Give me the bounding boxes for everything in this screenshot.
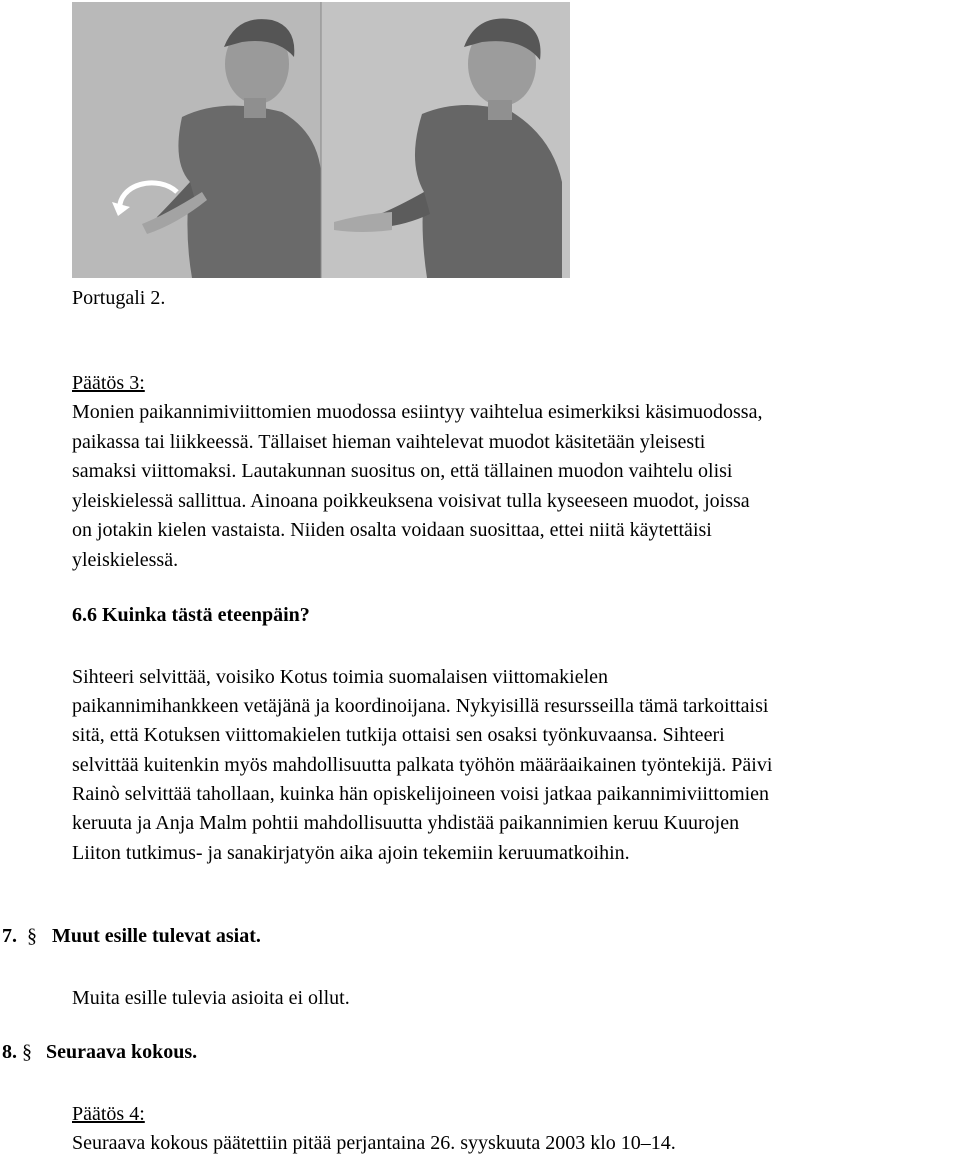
text-line: sitä, että Kotuksen viittomakielen tutkija ottaisi sen osaksi työnkuvaansa. Sihteeri xyxy=(72,724,725,746)
sign-demonstration-photo xyxy=(72,2,570,278)
section-mark: § xyxy=(22,1041,32,1063)
item-8-number: 8. xyxy=(2,1041,17,1063)
photo-caption: Portugali 2. xyxy=(72,287,166,309)
item-8-title: Seuraava kokous. xyxy=(46,1041,198,1063)
text-line: yleiskielessä. xyxy=(72,549,179,571)
text-line: yleiskielessä sallittua. Ainoana poikkeuksena voisivat tulla kyseeseen muodot, joissa xyxy=(72,490,750,512)
text-line: selvittää kuitenkin myös mahdollisuutta palkata työhön määräaikainen työntekijä. Päivi xyxy=(72,754,773,776)
section-mark: § xyxy=(27,925,37,947)
text-line: samaksi viittomaksi. Lautakunnan suositus on, että tällainen muodon vaihtelu olisi xyxy=(72,460,733,482)
text-line: keruuta ja Anja Malm pohtii mahdollisuutta yhdistää paikannimien keruu Kuurojen xyxy=(72,812,740,834)
decision-4-text: Seuraava kokous päätettiin pitää perjantaina 26. syyskuuta 2003 klo 10–14. xyxy=(72,1132,676,1154)
text-line: paikassa tai liikkeessä. Tällaiset hieman vaihtelevat muodot käsitetään yleisesti xyxy=(72,431,706,453)
item-7-number: 7. xyxy=(2,925,17,947)
text-line: on jotakin kielen vastaista. Niiden osalta voidaan suosittaa, ettei niitä käytettäisi xyxy=(72,519,712,541)
section-6-6-heading: 6.6 Kuinka tästä eteenpäin? xyxy=(72,604,310,626)
text-line: Liiton tutkimus- ja sanakirjatyön aika ajoin tekemiin keruumatkoihin. xyxy=(72,842,630,864)
text-line: Sihteeri selvittää, voisiko Kotus toimia suomalaisen viittomakielen xyxy=(72,666,609,688)
item-7-title: Muut esille tulevat asiat. xyxy=(52,925,261,947)
decision-4-label: Päätös 4: xyxy=(72,1103,145,1125)
text-line: Rainò selvittää tahollaan, kuinka hän opiskelijoineen voisi jatkaa paikannimiviittomien xyxy=(72,783,770,805)
text-line: Monien paikannimiviittomien muodossa esiintyy vaihtelua esimerkiksi käsimuodossa, xyxy=(72,401,763,423)
text-line: paikannimihankkeen vetäjänä ja koordinoijana. Nykyisillä resursseilla tämä tarkoittaisi xyxy=(72,695,769,717)
item-7-text: Muita esille tulevia asioita ei ollut. xyxy=(72,987,350,1009)
decision-3-label: Päätös 3: xyxy=(72,372,145,394)
